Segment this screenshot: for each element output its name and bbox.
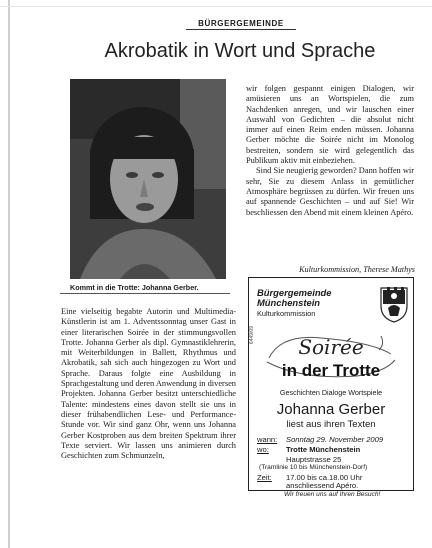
- ad-committee: Kulturkommission: [257, 309, 316, 318]
- ad-time-value: 17.00 bis ca.18.00 Uhr: [286, 473, 363, 482]
- ad-address: Hauptstrasse 25: [286, 455, 342, 464]
- ad-author-name: Johanna Gerber: [276, 401, 386, 418]
- ad-where-label: wo:: [257, 445, 269, 454]
- ad-closing: Wir freuen uns auf Ihren Besuch!: [284, 491, 381, 498]
- article-column-left: [61, 307, 236, 461]
- ad-apero: anschliessend Apéro.: [286, 481, 359, 490]
- ad-when-value: Sonntag 29. November 2009: [286, 435, 384, 444]
- portrait-photo: [70, 79, 226, 279]
- headline: Akrobatik in Wort und Sprache: [104, 40, 376, 62]
- ad-org-line1: Bürgergemeinde: [257, 287, 332, 298]
- paragraph: Eine vielseitig begabte Autorin und Multimedia-Künstlerin ist am 1. Adventssonntag unser Gast in einer literarischen Soirée in der stimmungsvollen Trotte. Johanna Gerber als dipl. Gymnastiklehrerin, mit Weiterbildungen in Ballett, Rhythmus und Akrobatik, sah sich auch hingezogen zu Wort und Sprache. Daraus folgte eine Ausbildung in Sprachgestaltung und deren Anwendung in diversen Projekten. Johanna Gerber besitzt unterschiedliche Talente: mindestens eines davon stellt sie uns in dieser frühabendlichen Lese- und Performance-Stunde vor. Wir sind ganz Ohr, wenn uns Johanna Gerber Kostproben aus dem breiten Spektrum ihrer Texte serviert. Wir lassen uns animieren durch Geschichten zum Schmunzeln,: [61, 307, 236, 461]
- portrait-illustration: [70, 79, 226, 279]
- event-advertisement: [248, 277, 414, 491]
- ad-organization: [257, 288, 332, 308]
- ad-org-line2: Münchenstein: [257, 297, 321, 308]
- photo-caption: Kommt in die Trotte: Johanna Gerber.: [70, 283, 199, 292]
- ad-tags: Geschichten Dialoge Wortspiele: [279, 388, 383, 397]
- section-label: BÜRGERGEMEINDE: [186, 19, 296, 30]
- ad-tram-info: (Tramlinie 10 bis Münchenstein-Dorf): [259, 464, 368, 471]
- coat-of-arms-icon: [379, 284, 409, 324]
- paragraph: Sind Sie neugierig geworden? Dann hoffen wir sehr, Sie zu diesem Anlass in gemütlicher Atmosphäre begrüssen zu dürfen. Wir freuen uns auf spannende Geschichten – und auf Sie! Wir beschliessen den Abend mit einem kleinen Apéro.: [246, 166, 415, 217]
- ad-where-value: Trotte Münchenstein: [286, 445, 361, 454]
- ad-time-label: Zeit:: [257, 473, 272, 482]
- caption-divider: [60, 293, 230, 294]
- page-edge: [8, 0, 10, 548]
- signature: Kulturkommission, Therese Mathys: [299, 265, 415, 274]
- ad-subtitle: liest aus ihren Texten: [286, 419, 376, 430]
- article-column-right: [246, 84, 414, 218]
- paragraph: wir folgen gespannt einigen Dialogen, wir amüsieren uns an Wortspielen, die zum Nachdenken anregen, und wir lauschen einer Auswahl von Gedichten – die absolut nicht immer auf einen Reim enden müssen. Johanna Gerber möchte die Soirée nicht im Monolog bestreiten, sondern sie wird gelegentlich das Publikum aktiv mit einbeziehen.: [246, 84, 414, 166]
- ad-venue-title: in der Trotte: [281, 361, 381, 380]
- page-edge-top: [0, 6, 432, 7]
- ad-soiree-title: Soirée: [298, 335, 364, 359]
- ad-when-label: wann:: [257, 435, 278, 444]
- ad-code: 6449/09: [249, 326, 255, 345]
